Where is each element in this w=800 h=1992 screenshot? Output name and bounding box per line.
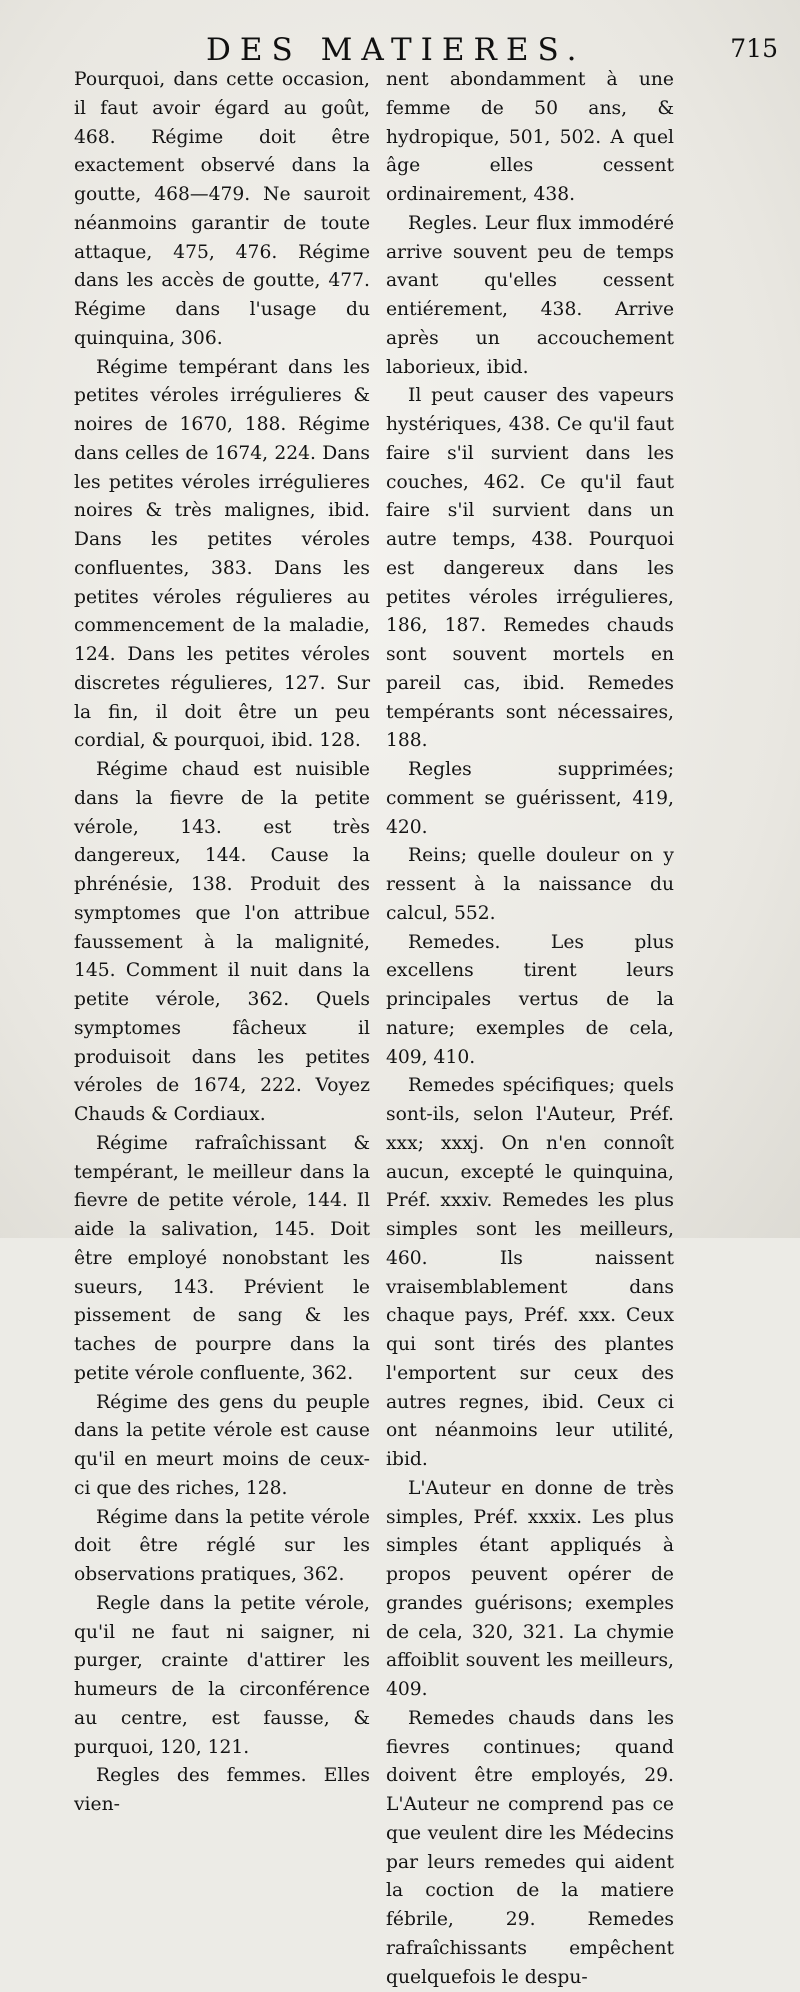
index-entry: nent abondamment à une femme de 50 ans, & hydropique, 501, 502. A quel âge elles cessent ordinairement, 438.: [386, 69, 674, 205]
index-entry: Remedes spécifiques; quels sont-ils, selon l'Auteur, Préf. xxx; xxxj. On n'en connoît aucun, excepté le quinquina, Préf. xxxiv. Remedes les plus simples sont les meilleurs, 460. Ils naissent vraisemblablement dans chaque pays, Préf. xxx. Ceux qui sont tirés des plantes l'emportent sur ceux des autres regnes, ibid. Ceux ci ont néanmoins leur utilité, ibid.: [386, 1075, 674, 1470]
index-entry: Regles. Leur flux immodéré arrive souvent peu de temps avant qu'elles cessent entiérement, 438. Arrive après un accouchement laborieux, ibid.: [386, 212, 674, 378]
index-entry: Reins; quelle douleur on y ressent à la naissance du calcul, 552.: [386, 845, 674, 924]
index-entry: Il peut causer des vapeurs hystériques, 438. Ce qu'il faut faire s'il survient dans les couches, 462. Ce qu'il faut faire s'il survient dans un autre temps, 438. Pourquoi est dangereux dans les petites véroles irrégulieres, 186, 187. Remedes chauds sont souvent mortels en pareil cas, ibid. Remedes tempérants sont nécessaires, 188.: [386, 385, 674, 752]
index-entry: Regles des femmes. Elles vien-: [74, 1765, 370, 1815]
index-entry: Pourquoi, dans cette occasion, il faut avoir égard au goût, 468. Régime doit être exactement observé dans la goutte, 468—479. Ne sauroit néanmoins garantir de toute attaque, 475, 476. Régime dans les accès de goutte, 477. Régime dans l'usage du quinquina, 306.: [74, 69, 370, 349]
page-number: 715: [730, 34, 778, 63]
running-head: [60, 30, 800, 70]
index-entry: Regles supprimées; comment se guérissent, 419, 420.: [386, 759, 674, 838]
page-title: DES MATIERES.: [206, 32, 586, 68]
index-entry: Regle dans la petite vérole, qu'il ne faut ni saigner, ni purger, crainte d'attirer les humeurs de la circonférence au centre, est fausse, & purquoi, 120, 121.: [74, 1592, 370, 1758]
index-entry: Régime chaud est nuisible dans la fievre de la petite vérole, 143. est très dangereux, 144. Cause la phrénésie, 138. Produit des symptomes que l'on attribue faussement à la malignité, 145. Comment il nuit dans la petite vérole, 362. Quels symptomes fâcheux il produisoit dans les petites véroles de 1674, 222. Voyez Chauds & Cordiaux.: [74, 759, 370, 1125]
index-entry: L'Auteur en donne de très simples, Préf. xxxix. Les plus simples étant appliqués à propos peuvent opérer de grandes guérisons; exemples de cela, 320, 321. La chymie affoiblit souvent les meilleurs, 409.: [386, 1477, 674, 1700]
index-entry: Remedes chauds dans les fievres continues; quand doivent être employés, 29. L'Auteur ne comprend pas ce que veulent dire les Médecins par leurs remedes qui aident la coction de la matiere fébrile, 29. Remedes rafraîchissants empêchent quelquefois le despu-: [386, 1707, 674, 1988]
right-column: [386, 66, 674, 1988]
index-entry: Régime des gens du peuple dans la petite vérole est cause qu'il en meurt moins de ceux-ci que des riches, 128.: [74, 1391, 370, 1499]
index-entry: Régime dans la petite vérole doit être réglé sur les observations pratiques, 362.: [74, 1506, 370, 1585]
index-entry: Remedes. Les plus excellens tirent leurs principales vertus de la nature; exemples de cela, 409, 410.: [386, 931, 674, 1068]
index-entry: Régime rafraîchissant & tempérant, le meilleur dans la fievre de petite vérole, 144. Il aide la salivation, 145. Doit être employé nonobstant les sueurs, 143. Prévient le pissement de sang & les taches de pourpre dans la petite vérole confluente, 362.: [74, 1132, 370, 1384]
left-column: [74, 66, 370, 1815]
index-entry: Régime tempérant dans les petites véroles irrégulieres & noires de 1670, 188. Régime dans celles de 1674, 224. Dans les petites véroles irrégulieres noires & très malignes, ibid. Dans les petites véroles confluentes, 383. Dans les petites véroles régulieres au commencement de la maladie, 124. Dans les petites véroles discretes régulieres, 127. Sur la fin, il doit être un peu cordial, & pourquoi, ibid. 128.: [74, 356, 370, 752]
